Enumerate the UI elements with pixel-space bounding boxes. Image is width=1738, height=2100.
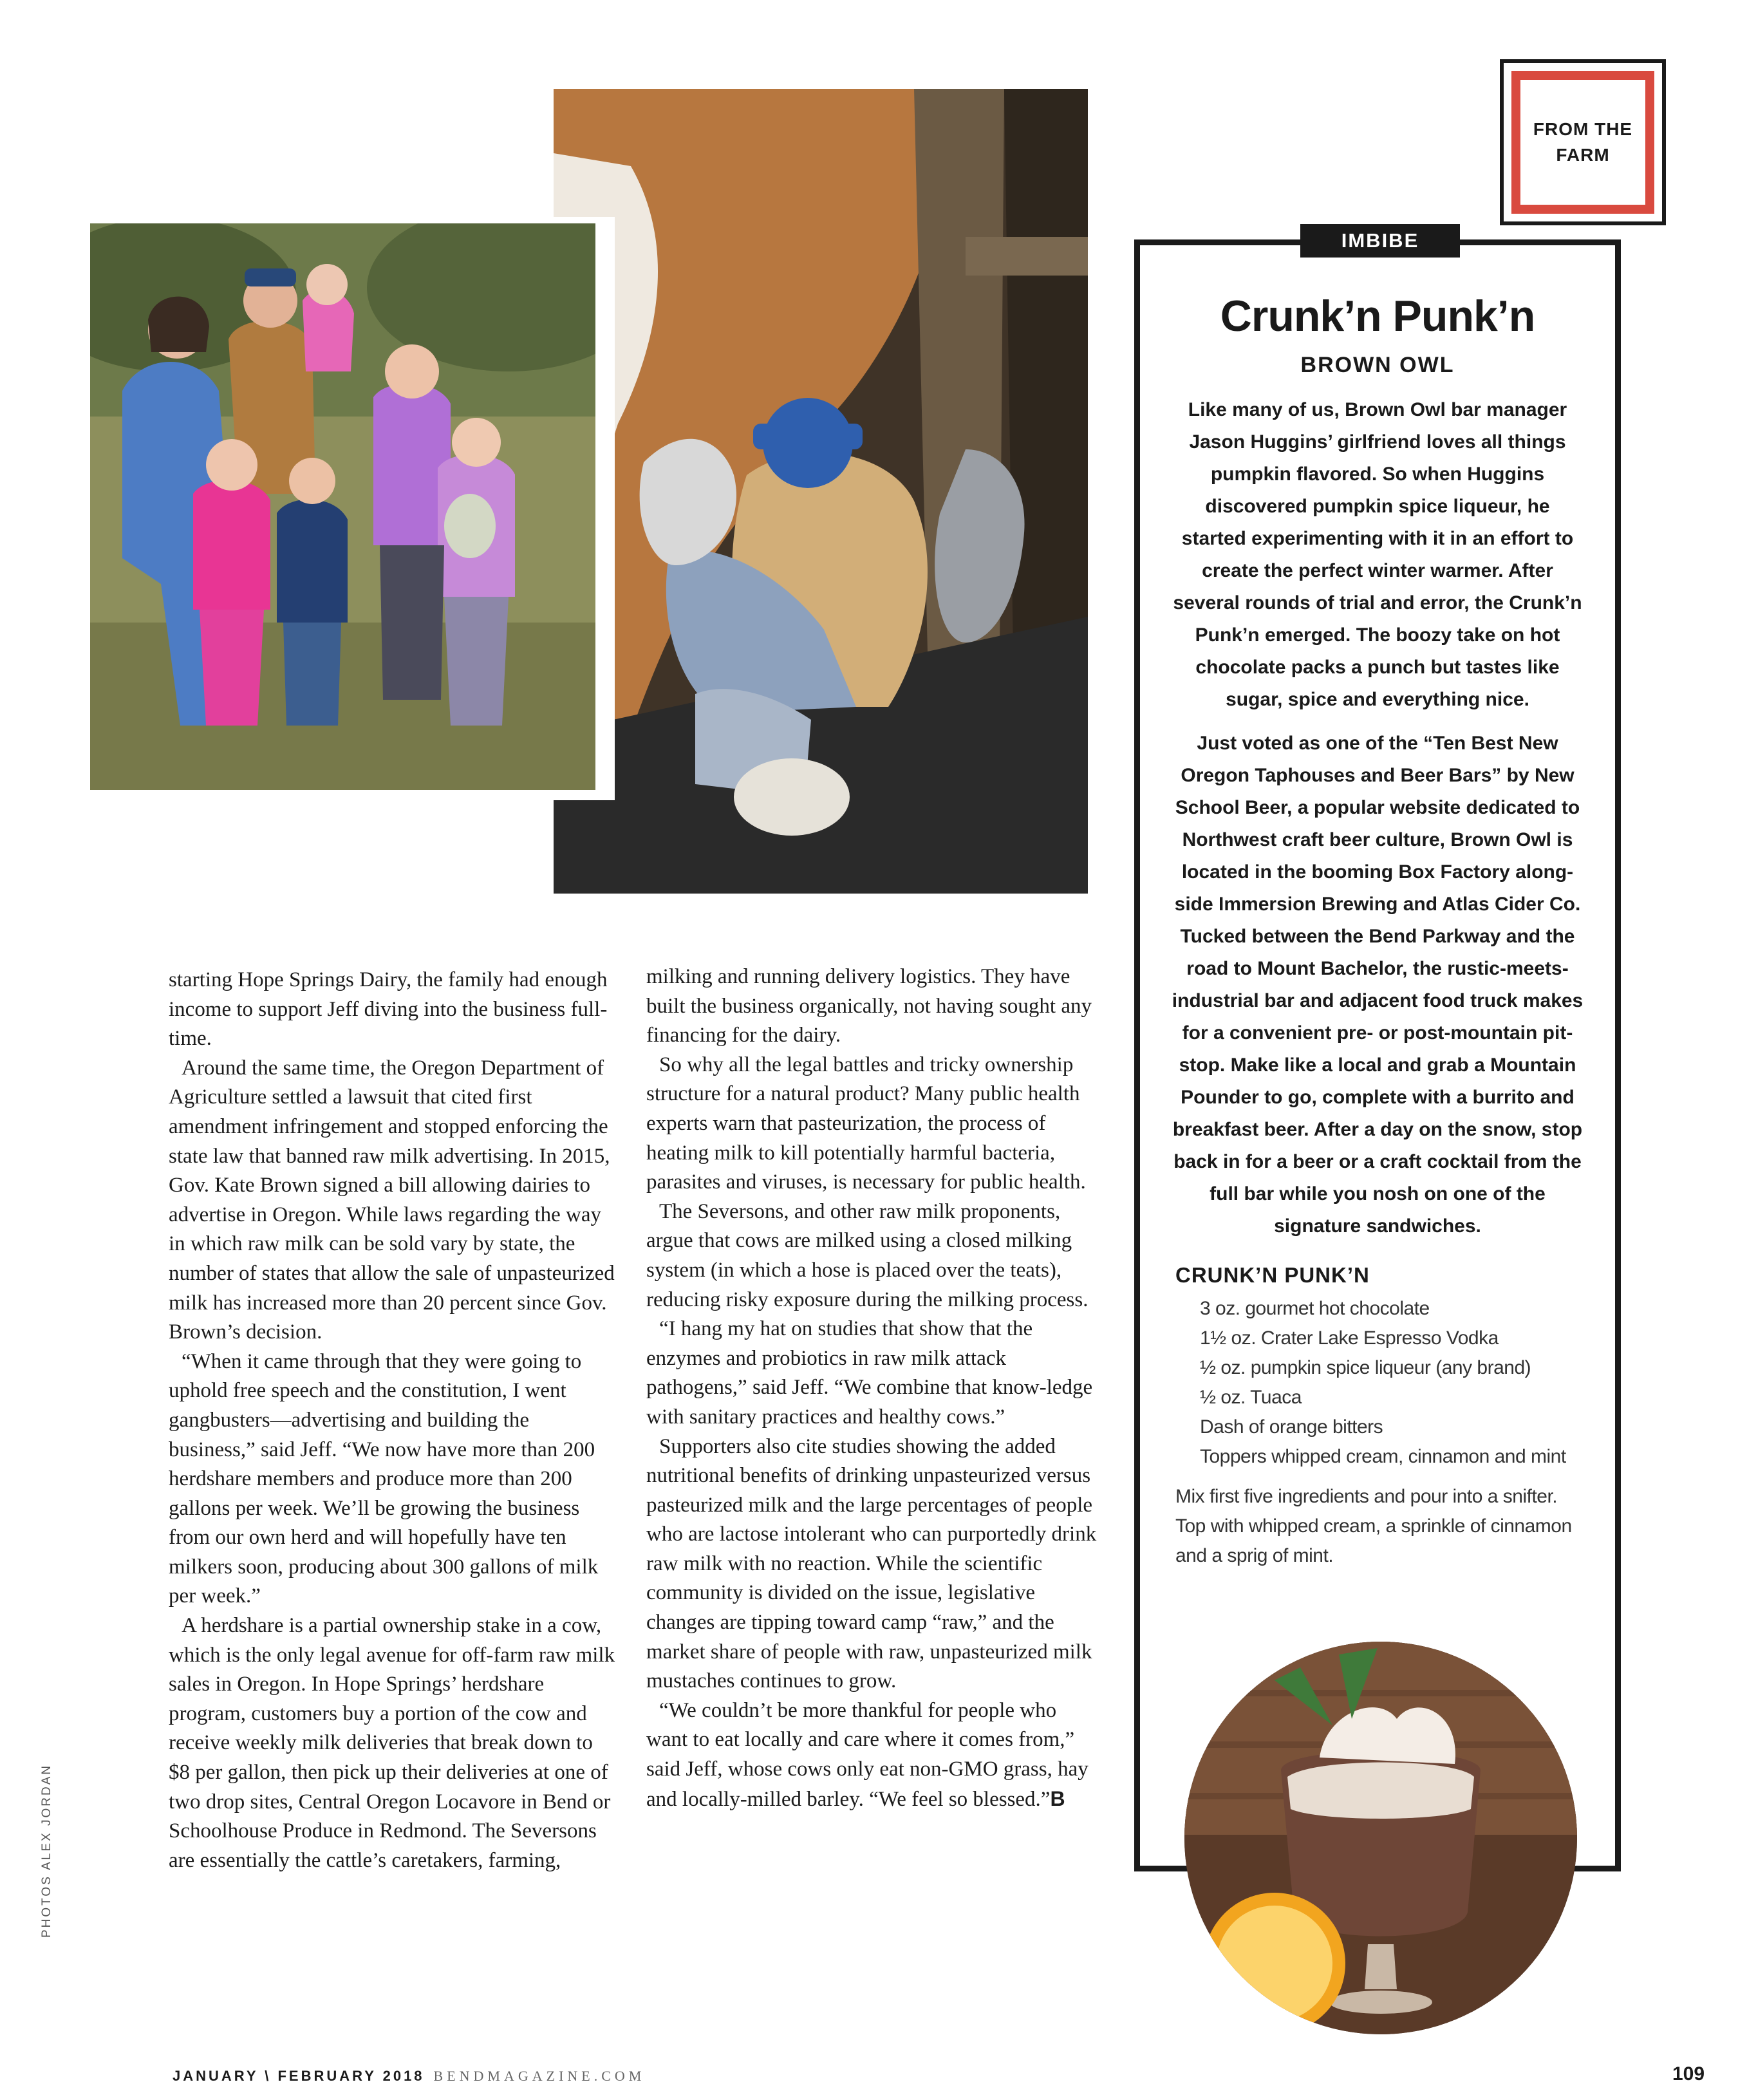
article-paragraph: The Seversons, and other raw milk proponents, argue that cows are milked using a closed milking system (in which a hose is placed over the teats), reducing risky exposure during the milking process. [646, 1199, 1089, 1311]
article-paragraph: So why all the legal battles and tricky ownership structure for a natural product? Many public health experts warn that pasteurization, the process of heating milk to kill potentially harmful bacteria, parasites and viruses, is necessary for public health. [646, 1053, 1086, 1194]
article-paragraph: “I hang my hat on studies that show that the enzymes and probiotics in raw milk attack pathogens,” said Jeff. “We combine that know-ledge with sanitary practices and healthy cows.” [646, 1317, 1093, 1429]
recipe-ingredient: ½ oz. Tuaca [1200, 1387, 1302, 1408]
photo-credit: PHOTOS ALEX JORDAN [40, 1763, 53, 1938]
milking-photo [554, 89, 1088, 894]
sidebar-subtitle: BROWN OWL [1300, 353, 1455, 377]
recipe-ingredient: Dash of orange bitters [1200, 1416, 1383, 1438]
article-paragraph: Supporters also cite studies showing the added nutritional benefits of drinking unpasteurized versus pasteurized milk and the large percentages of people who are lactose intolerant who can purportedly drink raw milk with no reaction. While the scientific community is divided on the issue, legislative changes are tipping toward camp “raw,” and the market share of people with raw, unpasteurized milk mustaches continues to grow. [646, 1434, 1097, 1693]
recipe-method: Mix first five ingredients and pour into a snifter. Top with whipped cream, a sprinkle of cinnamon and a sprig of mint. [1175, 1486, 1572, 1566]
section-tag [1500, 59, 1666, 225]
article-paragraph: “When it came through that they were going to uphold free speech and the constitution, I went gangbusters—advertising and building the business,” said Jeff. “We now have more than 200 herdshare members and produce more than 200 gallons per week. We’ll be growing the business from our own herd and will hopefully have ten milkers soon, producing about 300 gallons of milk per week.” [169, 1349, 599, 1608]
article-paragraph: A herdshare is a partial ownership stake in a cow, which is the only legal avenue for off-farm raw milk sales in Oregon. In Hope Springs’ herdshare program, customers buy a portion of the cow and receive weekly milk deliveries that break down to $8 per gallon, then pick up their deliveries at one of two drop sites, Central Oregon Locavore in Bend or Schoolhouse Produce in Redmond. The Seversons are essentially the cattle’s caretakers, farming, [169, 1614, 615, 1872]
recipe-ingredient: 3 oz. gourmet hot chocolate [1200, 1298, 1430, 1319]
recipe-ingredient: Toppers whipped cream, cinnamon and mint [1200, 1446, 1566, 1467]
sidebar-paragraph-2: Just voted as one of the “Ten Best New Oregon Taphouses and Beer Bars” by New School Beer, a popular website dedicated to Northwest craft beer culture, Brown Owl is located in the booming Box Factory along-side Immersion Brewing and Atlas Cider Co. Tucked between the Bend Parkway and the road to Mount Bachelor, the rustic-meets-industrial bar and adjacent food truck makes for a convenient pre- or post-mountain pit-stop. Make like a local and grab a Mountain Pounder to go, complete with a burrito and breakfast beer. After a day on the snow, stop back in for a beer or a craft cocktail from the full bar while you nosh on one of the signature sandwiches. [1172, 733, 1584, 1237]
recipe-ingredients [1200, 1294, 1566, 1472]
end-mark-icon: B [1050, 1786, 1065, 1810]
recipe-ingredient: ½ oz. pumpkin spice liqueur (any brand) [1200, 1357, 1531, 1378]
article-last-text: “We couldn’t be more thankful for people who want to eat locally and care where it comes from,” said Jeff, whose cows only eat non-GMO grass, hay and locally-milled barley. “We feel so blessed.” [646, 1698, 1089, 1811]
footer-issue: JANUARY \ FEBRUARY 2018 [173, 2068, 425, 2084]
family-photo [90, 223, 595, 790]
recipe-title: CRUNK’N PUNK’N [1175, 1263, 1370, 1287]
article-paragraph: starting Hope Springs Dairy, the family had enough income to support Jeff diving into the business full-time. [169, 968, 608, 1051]
footer-site: BENDMAGAZINE.COM [433, 2068, 646, 2084]
article-paragraph: milking and running delivery logistics. They have built the business organically, not having sought any financing for the dairy. [646, 965, 1092, 1047]
drink-photo [1184, 1642, 1577, 2034]
sidebar-title: Crunk’n Punk’n [1220, 292, 1535, 341]
footer-issue-line [173, 2068, 645, 2085]
article-paragraph-last [646, 1696, 1097, 1814]
article-column-1 [169, 966, 619, 1875]
page-number: 109 [1672, 2063, 1705, 2085]
sidebar-paragraph-1: Like many of us, Brown Owl bar manager Jason Huggins’ girlfriend loves all things pumpkin flavored. So when Huggins discovered pumpkin spice liqueur, he started experimenting with it in an effort to create the perfect winter warmer. After several rounds of trial and error, the Crunk’n Punk’n emerged. The boozy take on hot chocolate packs a punch but tastes like sugar, spice and everything nice. [1173, 399, 1582, 710]
imbibe-label: IMBIBE [1300, 224, 1460, 258]
recipe-ingredient: 1½ oz. Crater Lake Espresso Vodka [1200, 1327, 1499, 1349]
article-paragraph: Around the same time, the Oregon Department of Agriculture settled a lawsuit that cited first amendment infringement and stopped enforcing the state law that banned raw milk advertising. In 2015, Gov. Kate Brown signed a bill allowing dairies to advertise in Oregon. While laws regarding the way in which raw milk can be sold vary by state, the number of states that allow the sale of unpasteurized milk has increased more than 20 percent since Gov. Brown’s decision. [169, 1056, 615, 1344]
section-tag-label: FROM THE FARM [1511, 71, 1654, 214]
article-column-2 [646, 962, 1097, 1814]
